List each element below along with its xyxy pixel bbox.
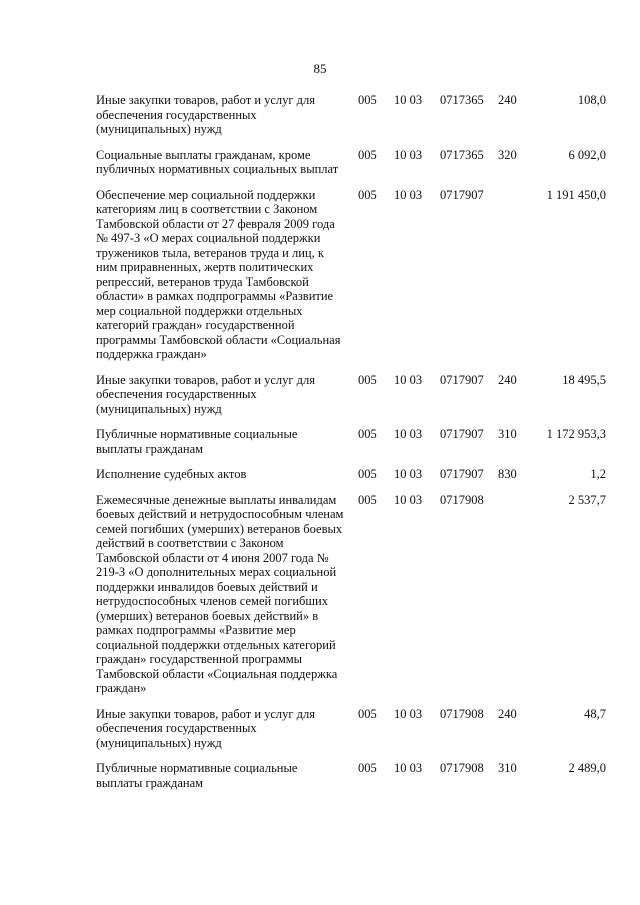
table-row: [96, 707, 606, 751]
table-row: [96, 373, 606, 417]
row-ministry-code: 005: [358, 372, 377, 387]
row-article-code: 0717365: [440, 147, 484, 162]
table-row: [96, 93, 606, 137]
row-amount: 1,2: [590, 467, 606, 481]
row-ministry-code: 005: [358, 706, 377, 721]
row-ministry-code: 005: [358, 761, 377, 775]
row-section-code: 10 03: [394, 467, 423, 481]
row-ministry-code: 005: [358, 147, 377, 162]
row-amount: 1 172 953,3: [546, 427, 606, 441]
table-row: [96, 188, 606, 362]
page-number: 85: [313, 61, 327, 76]
row-ministry-code: 005: [358, 492, 377, 507]
row-expense-type: 310: [498, 761, 517, 775]
row-amount: 108,0: [577, 93, 606, 107]
table-row: [96, 467, 606, 482]
row-section-code: 10 03: [394, 93, 423, 107]
row-expense-type: 320: [498, 147, 517, 162]
row-expense-type: [498, 493, 530, 696]
row-ministry-code: 005: [358, 93, 377, 107]
row-section-code: 10 03: [394, 147, 423, 162]
row-expense-type: 240: [498, 93, 517, 107]
row-article-code: 0717907: [440, 187, 484, 202]
row-section-code: 10 03: [394, 706, 423, 721]
row-amount: 48,7: [584, 706, 606, 721]
row-expense-type: 240: [498, 372, 517, 387]
row-description: Ежемесячные денежные выплаты инвалидам боевых действий и нетрудоспособным членам семей погибших (умерших) ветеранов боевых действий в соответствии с Законом Тамбовской области от 4 июня 2007 года № 219-З «О дополнительных мерах социальной поддержки инвалидов боевых действий и нетрудоспособных членов семей погибших (умерших) ветеранов боевых действий» в рамках подпрограммы «Развитие мер социальной поддержки отдельных категорий граждан» государственной программы Тамбовской области «Социальная поддержка граждан»: [96, 492, 344, 695]
row-description: Обеспечение мер социальной поддержки категориям лиц в соответствии с Законом Тамбовской области от 27 февраля 2009 года № 497-З «О мерах социальной поддержки тружеников тыла, ветеранов труда и лиц, к ним приравненных, жертв политических репрессий, ветеранов труда Тамбовской области» в рамках подпрограммы «Развитие мер социальной поддержки отдельных категорий граждан» государственной программы Тамбовской области «Социальная поддержка граждан»: [96, 187, 341, 361]
row-section-code: 10 03: [394, 372, 423, 387]
row-article-code: 0717907: [440, 467, 484, 481]
row-section-code: 10 03: [394, 187, 423, 202]
row-article-code: 0717908: [440, 761, 484, 775]
table-row: [96, 493, 606, 696]
row-section-code: 10 03: [394, 427, 423, 441]
row-article-code: 0717908: [440, 492, 484, 507]
row-description: Иные закупки товаров, работ и услуг для обеспечения государственных (муниципальных) нужд: [96, 372, 316, 416]
row-amount: 2 537,7: [568, 492, 606, 507]
row-expense-type: 830: [498, 467, 517, 481]
row-section-code: 10 03: [394, 761, 423, 775]
budget-table: [96, 93, 606, 801]
row-amount: 18 495,5: [562, 372, 606, 387]
row-expense-type: 310: [498, 427, 517, 441]
row-description: Исполнение судебных актов: [96, 467, 247, 481]
row-description: Публичные нормативные социальные выплаты гражданам: [96, 427, 298, 456]
row-article-code: 0717907: [440, 427, 484, 441]
row-section-code: 10 03: [394, 492, 423, 507]
table-row: [96, 761, 606, 790]
row-article-code: 0717907: [440, 372, 484, 387]
row-amount: 6 092,0: [568, 147, 606, 162]
row-description: Социальные выплаты гражданам, кроме публичных нормативных социальных выплат: [96, 147, 339, 176]
row-amount: 1 191 450,0: [546, 187, 606, 202]
row-description: Иные закупки товаров, работ и услуг для обеспечения государственных (муниципальных) нужд: [96, 706, 316, 750]
table-row: [96, 148, 606, 177]
row-ministry-code: 005: [358, 467, 377, 481]
row-ministry-code: 005: [358, 427, 377, 441]
row-expense-type: 240: [498, 706, 517, 721]
row-ministry-code: 005: [358, 187, 377, 202]
row-article-code: 0717365: [440, 93, 484, 107]
row-description: Иные закупки товаров, работ и услуг для обеспечения государственных (муниципальных) нужд: [96, 93, 316, 136]
row-article-code: 0717908: [440, 706, 484, 721]
row-description: Публичные нормативные социальные выплаты гражданам: [96, 761, 298, 790]
row-amount: 2 489,0: [568, 761, 606, 775]
row-expense-type: [498, 188, 530, 362]
table-row: [96, 427, 606, 456]
